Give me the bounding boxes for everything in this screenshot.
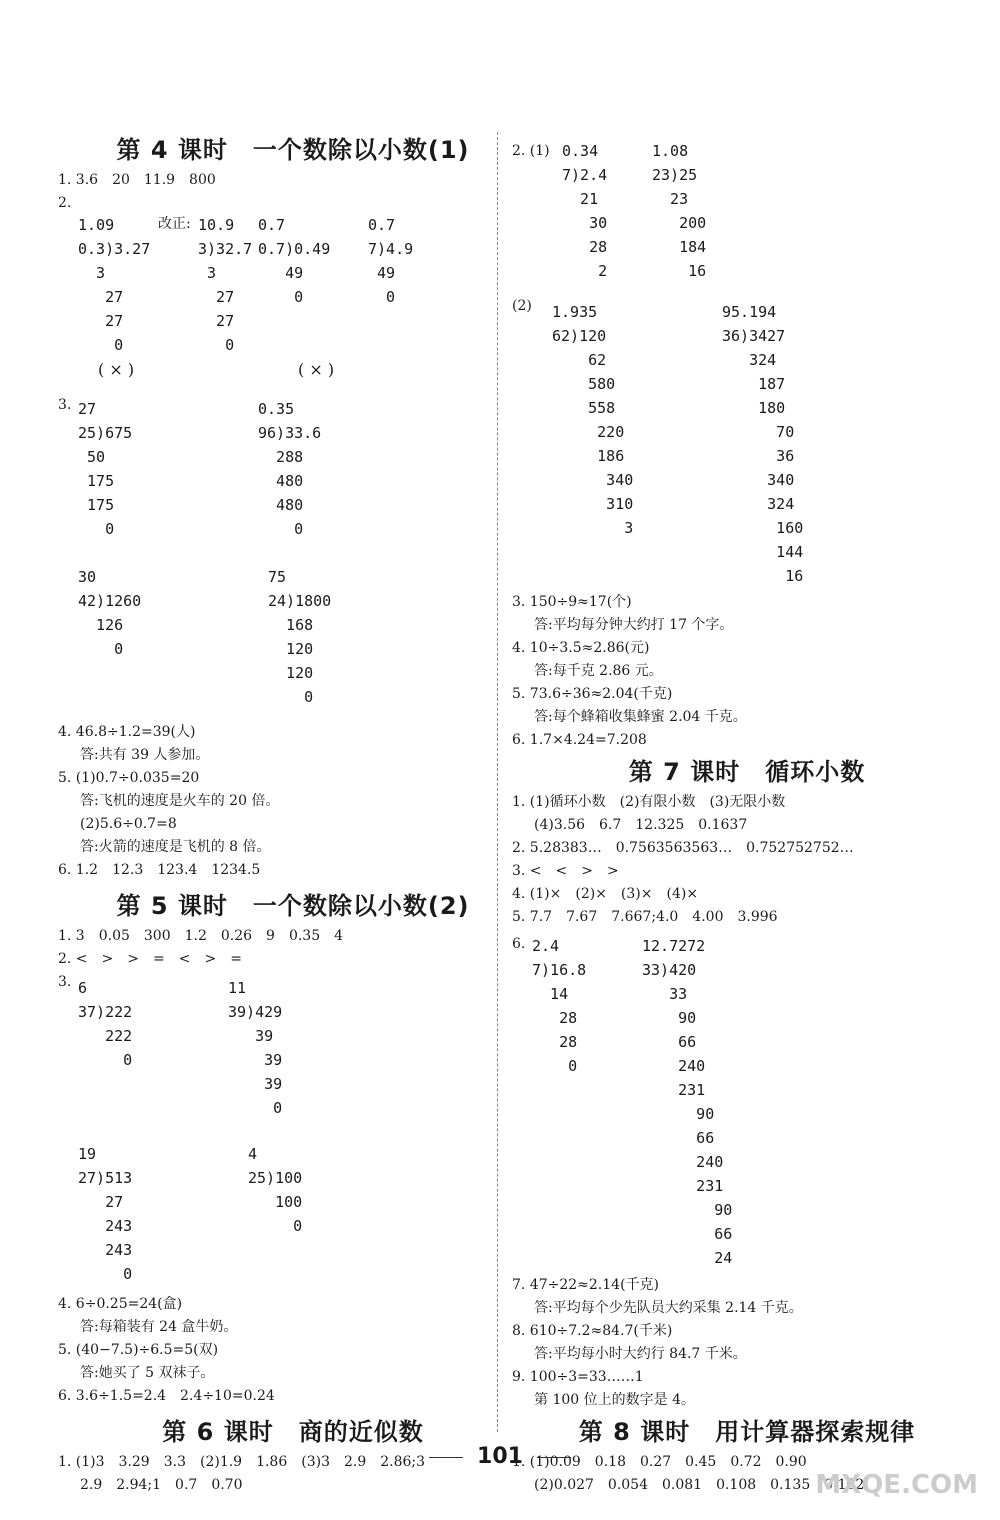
l7-q8: 8. 610÷7.2≈84.7(千米) xyxy=(512,1323,673,1339)
footer-dash-right xyxy=(537,1457,571,1458)
l5-q4: 4. 6÷0.25=24(盒) xyxy=(58,1296,183,1312)
l6-q1a: 1. (1)3 3.29 3.3 (2)1.9 1.86 (3)3 2.9 2.86;3 xyxy=(58,1454,426,1470)
division-12: 4 25)100 100 0 xyxy=(248,1145,303,1235)
l7-q6-label: 6. xyxy=(512,936,526,952)
lesson-7-title: 第 7 课时 循环小数 xyxy=(628,758,866,786)
l4-q3-label: 3. xyxy=(58,397,72,413)
l5-q3-label: 3. xyxy=(58,974,72,990)
l4-q5b-answer: 答:火箭的速度是飞机的 8 倍。 xyxy=(80,839,271,855)
l7-q9: 9. 100÷3=33……1 xyxy=(512,1369,644,1385)
division-4: 0.7 7)4.9 49 0 xyxy=(368,216,414,306)
lesson-6-title: 第 6 课时 商的近似数 xyxy=(162,1418,424,1446)
l5-q4-answer: 答:每箱装有 24 盒牛奶。 xyxy=(80,1319,238,1335)
l7-q8-answer: 答:平均每小时大约行 84.7 千米。 xyxy=(534,1346,747,1362)
l4-q2-divisions xyxy=(58,217,528,352)
division-14: 1.08 23)25 23 200 184 16 xyxy=(652,142,707,280)
right-column xyxy=(512,130,982,1497)
division-9: 6 37)222 222 0 xyxy=(78,979,133,1069)
l5-q5-answer: 答:她买了 5 双袜子。 xyxy=(80,1365,215,1381)
division-1: 1.09 0.3)3.27 3 27 27 0 xyxy=(78,216,151,354)
l7-q7: 7. 47÷22≈2.14(千克) xyxy=(512,1277,659,1293)
l7-q4: 4. (1)× (2)× (3)× (4)× xyxy=(512,886,699,902)
l4-q5a: 5. (1)0.7÷0.035=20 xyxy=(58,770,200,786)
l6-q2-2-label: (2) xyxy=(512,298,532,314)
l5-q1: 1. 3 0.05 300 1.2 0.26 9 0.35 4 xyxy=(58,928,344,944)
l7-q1a: 1. (1)循环小数 (2)有限小数 (3)无限小数 xyxy=(512,794,786,810)
division-15: 1.935 62)120 62 580 558 220 186 340 310 3 xyxy=(552,303,634,537)
l5-q3-divisions-b xyxy=(58,1145,528,1287)
l6-q2-2-divisions xyxy=(512,303,982,585)
l6-q6: 6. 1.7×4.24=7.208 xyxy=(512,732,647,748)
division-11: 19 27)513 27 243 243 0 xyxy=(78,1145,133,1283)
division-8: 75 24)1800 168 120 120 0 xyxy=(268,568,332,706)
l4-q3-divisions-a xyxy=(58,400,528,559)
page-number: 101 xyxy=(477,1444,523,1469)
lesson-4-title: 第 4 课时 一个数除以小数(1) xyxy=(116,136,470,164)
l5-q2: 2. < > > = < > = xyxy=(58,951,242,967)
l6-q3: 3. 150÷9≈17(个) xyxy=(512,594,632,610)
division-17: 2.4 7)16.8 14 28 28 0 xyxy=(532,937,587,1075)
division-18: 12.7272 33)420 33 90 66 240 231 90 66 240 231 90 66 24 xyxy=(642,937,733,1267)
l6-q1b: 2.9 2.94;1 0.7 0.70 xyxy=(80,1477,243,1493)
watermark: MXQE.COM xyxy=(815,1470,978,1500)
l7-q9-answer: 第 100 位上的数字是 4。 xyxy=(534,1392,695,1408)
lesson-5-title: 第 5 课时 一个数除以小数(2) xyxy=(116,892,470,920)
footer-dash-left xyxy=(429,1457,463,1458)
division-13: 0.34 7)2.4 21 30 28 2 xyxy=(562,142,608,280)
l4-q4: 4. 46.8÷1.2=39(人) xyxy=(58,724,196,740)
l7-q1b: (4)3.56 6.7 12.325 0.1637 xyxy=(534,817,748,833)
l6-q2-1-divisions xyxy=(512,142,982,285)
division-10: 11 39)429 39 39 39 0 xyxy=(228,979,283,1117)
l5-q6: 6. 3.6÷1.5=2.4 2.4÷10=0.24 xyxy=(58,1388,275,1404)
l4-q2-label: 2. xyxy=(58,195,72,211)
l6-q3-answer: 答:平均每分钟大约打 17 个字。 xyxy=(534,617,734,633)
l8-q1b: (2)0.027 0.054 0.081 0.108 0.135 0.162 xyxy=(534,1477,865,1493)
l6-q4: 4. 10÷3.5≈2.86(元) xyxy=(512,640,650,656)
l4-q2-marks xyxy=(58,358,528,388)
correction-label: 改正: xyxy=(158,216,191,232)
l7-q5: 5. 7.7 7.67 7.667;4.0 4.00 3.996 xyxy=(512,909,778,925)
l6-q5-answer: 答:每个蜂箱收集蜂蜜 2.04 千克。 xyxy=(534,709,747,725)
l6-q5: 5. 73.6÷36≈2.04(千克) xyxy=(512,686,673,702)
division-3: 0.7 0.7)0.49 49 0 xyxy=(258,216,331,306)
mark-2: ( × ) xyxy=(298,360,335,379)
left-column xyxy=(58,130,528,1497)
page-footer xyxy=(0,1444,1000,1469)
l5-q5: 5. (40−7.5)÷6.5=5(双) xyxy=(58,1342,219,1358)
l4-q5a-answer: 答:飞机的速度是火车的 20 倍。 xyxy=(80,793,280,809)
mark-1: ( × ) xyxy=(98,360,135,379)
l4-q1: 1. 3.6 20 11.9 800 xyxy=(58,172,216,188)
l4-q4-answer: 答:共有 39 人参加。 xyxy=(80,747,210,763)
lesson-8-title: 第 8 课时 用计算器探索规律 xyxy=(578,1418,916,1446)
l7-q7-answer: 答:平均每个少先队员大约采集 2.14 千克。 xyxy=(534,1300,803,1316)
division-7: 30 42)1260 126 0 xyxy=(78,568,142,658)
division-5: 27 25)675 50 175 175 0 xyxy=(78,400,133,538)
division-16: 95.194 36)3427 324 187 180 70 36 340 324 160 144 16 xyxy=(722,303,804,585)
l4-q5b: (2)5.6÷0.7=8 xyxy=(80,816,177,832)
l4-q6: 6. 1.2 12.3 123.4 1234.5 xyxy=(58,862,261,878)
l7-q6-divisions xyxy=(512,937,982,1268)
division-6: 0.35 96)33.6 288 480 480 0 xyxy=(258,400,322,538)
division-2: 10.9 3)32.7 3 27 27 0 xyxy=(198,216,253,354)
l7-q2: 2. 5.28383… 0.7563563563… 0.752752752… xyxy=(512,840,854,856)
l6-q4-answer: 答:每千克 2.86 元。 xyxy=(534,663,663,679)
l6-q2-1-label: 2. (1) xyxy=(512,143,550,159)
l5-q3-divisions-a xyxy=(58,979,528,1146)
l7-q3: 3. < < > > xyxy=(512,863,619,879)
l8-q1a: 1. (1)0.09 0.18 0.27 0.45 0.72 0.90 xyxy=(512,1454,807,1470)
l4-q3-divisions-b xyxy=(58,565,528,715)
